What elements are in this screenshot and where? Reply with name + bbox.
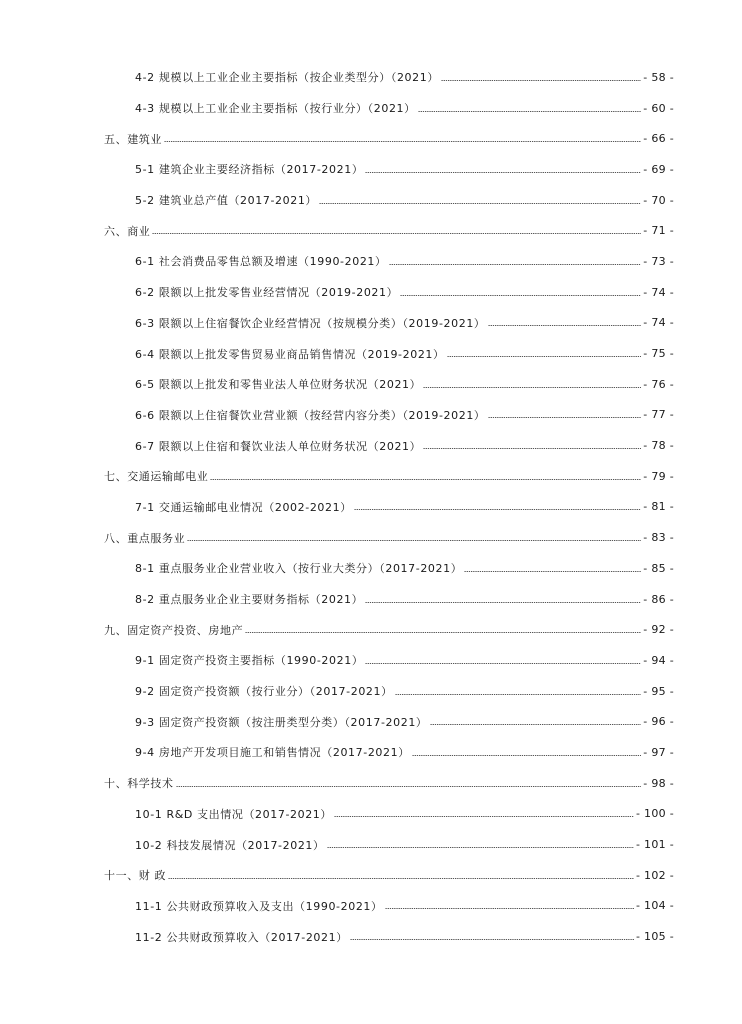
toc-entry-title: 4-3 规模以上工业企业主要指标（按行业分）（2021）: [135, 102, 416, 116]
toc-entry-title: 10-2 科技发展情况（2017-2021）: [135, 838, 325, 852]
toc-entry-title: 5-2 建筑业总产值（2017-2021）: [135, 194, 318, 208]
toc-table-entry[interactable]: [0, 553, 742, 584]
toc-entry-page-number: - 70 -: [643, 193, 674, 207]
toc-table-entry[interactable]: [0, 706, 742, 737]
toc-entry-title: 6-4 限额以上批发零售贸易业商品销售情况（2019-2021）: [135, 347, 445, 361]
toc-table-entry[interactable]: [0, 277, 742, 308]
toc-table-entry[interactable]: [0, 308, 742, 339]
toc-dot-leader: [488, 417, 642, 418]
toc-entry-page-number: - 100 -: [635, 807, 674, 821]
toc-entry-page-number: - 75 -: [643, 347, 674, 361]
toc-table-entry[interactable]: [0, 154, 742, 185]
toc-entry-title: 七、交通运输邮电业: [104, 470, 209, 484]
toc-dot-leader: [430, 724, 642, 725]
toc-entry-title: 五、建筑业: [104, 132, 162, 146]
toc-entry-title: 6-7 限额以上住宿和餐饮业法人单位财务状况（2021）: [135, 439, 422, 453]
toc-dot-leader: [365, 602, 641, 603]
toc-dot-leader: [365, 663, 641, 664]
toc-entry-page-number: - 94 -: [643, 653, 674, 667]
toc-table-entry[interactable]: [0, 676, 742, 707]
toc-entry-page-number: - 78 -: [643, 439, 674, 453]
toc-table-entry[interactable]: [0, 829, 742, 860]
toc-dot-leader: [464, 571, 641, 572]
toc-entry-title: 9-4 房地产开发项目施工和销售情况（2017-2021）: [135, 746, 410, 760]
toc-section-entry[interactable]: [0, 123, 742, 154]
toc-entry-title: 9-2 固定资产投资额（按行业分）（2017-2021）: [135, 685, 393, 699]
toc-table-entry[interactable]: [0, 891, 742, 922]
table-of-contents: [0, 62, 742, 952]
toc-dot-leader: [423, 448, 641, 449]
toc-dot-leader: [423, 387, 641, 388]
toc-dot-leader: [395, 694, 642, 695]
toc-entry-title: 六、商业: [104, 224, 151, 238]
toc-dot-leader: [319, 203, 641, 204]
toc-table-entry[interactable]: [0, 921, 742, 952]
toc-table-entry[interactable]: [0, 400, 742, 431]
toc-entry-title: 6-3 限额以上住宿餐饮企业经营情况（按规模分类）（2019-2021）: [135, 316, 486, 330]
toc-table-entry[interactable]: [0, 430, 742, 461]
toc-entry-page-number: - 86 -: [643, 592, 674, 606]
toc-entry-title: 4-2 规模以上工业企业主要指标（按企业类型分）（2021）: [135, 71, 439, 85]
toc-dot-leader: [385, 908, 634, 909]
toc-dot-leader: [400, 295, 641, 296]
toc-entry-page-number: - 73 -: [643, 254, 674, 268]
toc-entry-title: 十、科学技术: [104, 777, 174, 791]
toc-table-entry[interactable]: [0, 62, 742, 93]
toc-dot-leader: [187, 540, 641, 541]
toc-entry-title: 5-1 建筑企业主要经济指标（2017-2021）: [135, 163, 364, 177]
toc-dot-leader: [488, 325, 642, 326]
toc-dot-leader: [176, 786, 642, 787]
toc-entry-page-number: - 74 -: [643, 316, 674, 330]
toc-entry-page-number: - 58 -: [643, 70, 674, 84]
toc-entry-title: 10-1 R&D 支出情况（2017-2021）: [135, 807, 333, 821]
toc-dot-leader: [354, 509, 641, 510]
toc-dot-leader: [327, 847, 634, 848]
toc-table-entry[interactable]: [0, 492, 742, 523]
toc-section-entry[interactable]: [0, 614, 742, 645]
toc-section-entry[interactable]: [0, 461, 742, 492]
toc-entry-title: 9-1 固定资产投资主要指标（1990-2021）: [135, 654, 364, 668]
toc-dot-leader: [447, 356, 642, 357]
toc-section-entry[interactable]: [0, 768, 742, 799]
toc-entry-title: 十一、财 政: [104, 869, 167, 883]
toc-table-entry[interactable]: [0, 799, 742, 830]
toc-table-entry[interactable]: [0, 93, 742, 124]
toc-dot-leader: [441, 80, 641, 81]
toc-entry-page-number: - 104 -: [635, 899, 674, 913]
toc-dot-leader: [334, 816, 634, 817]
toc-entry-title: 7-1 交通运输邮电业情况（2002-2021）: [135, 500, 352, 514]
toc-entry-title: 八、重点服务业: [104, 531, 186, 545]
toc-entry-title: 11-2 公共财政预算收入（2017-2021）: [135, 930, 348, 944]
toc-entry-page-number: - 97 -: [643, 745, 674, 759]
toc-entry-title: 9-3 固定资产投资额（按注册类型分类）（2017-2021）: [135, 715, 428, 729]
toc-entry-page-number: - 92 -: [643, 623, 674, 637]
toc-dot-leader: [412, 755, 641, 756]
toc-table-entry[interactable]: [0, 584, 742, 615]
toc-entry-page-number: - 98 -: [643, 776, 674, 790]
toc-dot-leader: [164, 141, 641, 142]
toc-section-entry[interactable]: [0, 860, 742, 891]
toc-entry-page-number: - 102 -: [635, 868, 674, 882]
toc-table-entry[interactable]: [0, 246, 742, 277]
toc-entry-title: 11-1 公共财政预算收入及支出（1990-2021）: [135, 899, 383, 913]
toc-entry-page-number: - 66 -: [643, 132, 674, 146]
toc-entry-title: 6-1 社会消费品零售总额及增速（1990-2021）: [135, 255, 387, 269]
toc-entry-title: 6-2 限额以上批发零售业经营情况（2019-2021）: [135, 286, 399, 300]
toc-entry-page-number: - 77 -: [643, 408, 674, 422]
toc-entry-title: 6-6 限额以上住宿餐饮业营业额（按经营内容分类）（2019-2021）: [135, 408, 486, 422]
toc-table-entry[interactable]: [0, 645, 742, 676]
toc-entry-page-number: - 83 -: [643, 531, 674, 545]
toc-entry-page-number: - 60 -: [643, 101, 674, 115]
toc-entry-page-number: - 79 -: [643, 469, 674, 483]
toc-table-entry[interactable]: [0, 185, 742, 216]
toc-table-entry[interactable]: [0, 338, 742, 369]
toc-entry-page-number: - 81 -: [643, 500, 674, 514]
toc-section-entry[interactable]: [0, 215, 742, 246]
toc-entry-page-number: - 105 -: [635, 930, 674, 944]
toc-dot-leader: [210, 479, 641, 480]
toc-table-entry[interactable]: [0, 737, 742, 768]
toc-dot-leader: [418, 111, 642, 112]
toc-entry-page-number: - 96 -: [643, 715, 674, 729]
toc-entry-page-number: - 76 -: [643, 377, 674, 391]
toc-dot-leader: [350, 939, 634, 940]
toc-dot-leader: [152, 233, 641, 234]
toc-dot-leader: [365, 172, 641, 173]
toc-table-entry[interactable]: [0, 369, 742, 400]
toc-entry-page-number: - 71 -: [643, 224, 674, 238]
toc-entry-page-number: - 69 -: [643, 162, 674, 176]
toc-entry-page-number: - 95 -: [643, 684, 674, 698]
toc-dot-leader: [389, 264, 642, 265]
toc-entry-title: 九、固定资产投资、房地产: [104, 623, 244, 637]
toc-entry-title: 8-1 重点服务业企业营业收入（按行业大类分）（2017-2021）: [135, 562, 463, 576]
toc-dot-leader: [245, 632, 641, 633]
toc-entry-page-number: - 74 -: [643, 285, 674, 299]
toc-entry-page-number: - 101 -: [635, 838, 674, 852]
toc-section-entry[interactable]: [0, 522, 742, 553]
toc-dot-leader: [168, 878, 634, 879]
toc-entry-title: 6-5 限额以上批发和零售业法人单位财务状况（2021）: [135, 378, 422, 392]
toc-entry-page-number: - 85 -: [643, 561, 674, 575]
toc-entry-title: 8-2 重点服务业企业主要财务指标（2021）: [135, 593, 364, 607]
